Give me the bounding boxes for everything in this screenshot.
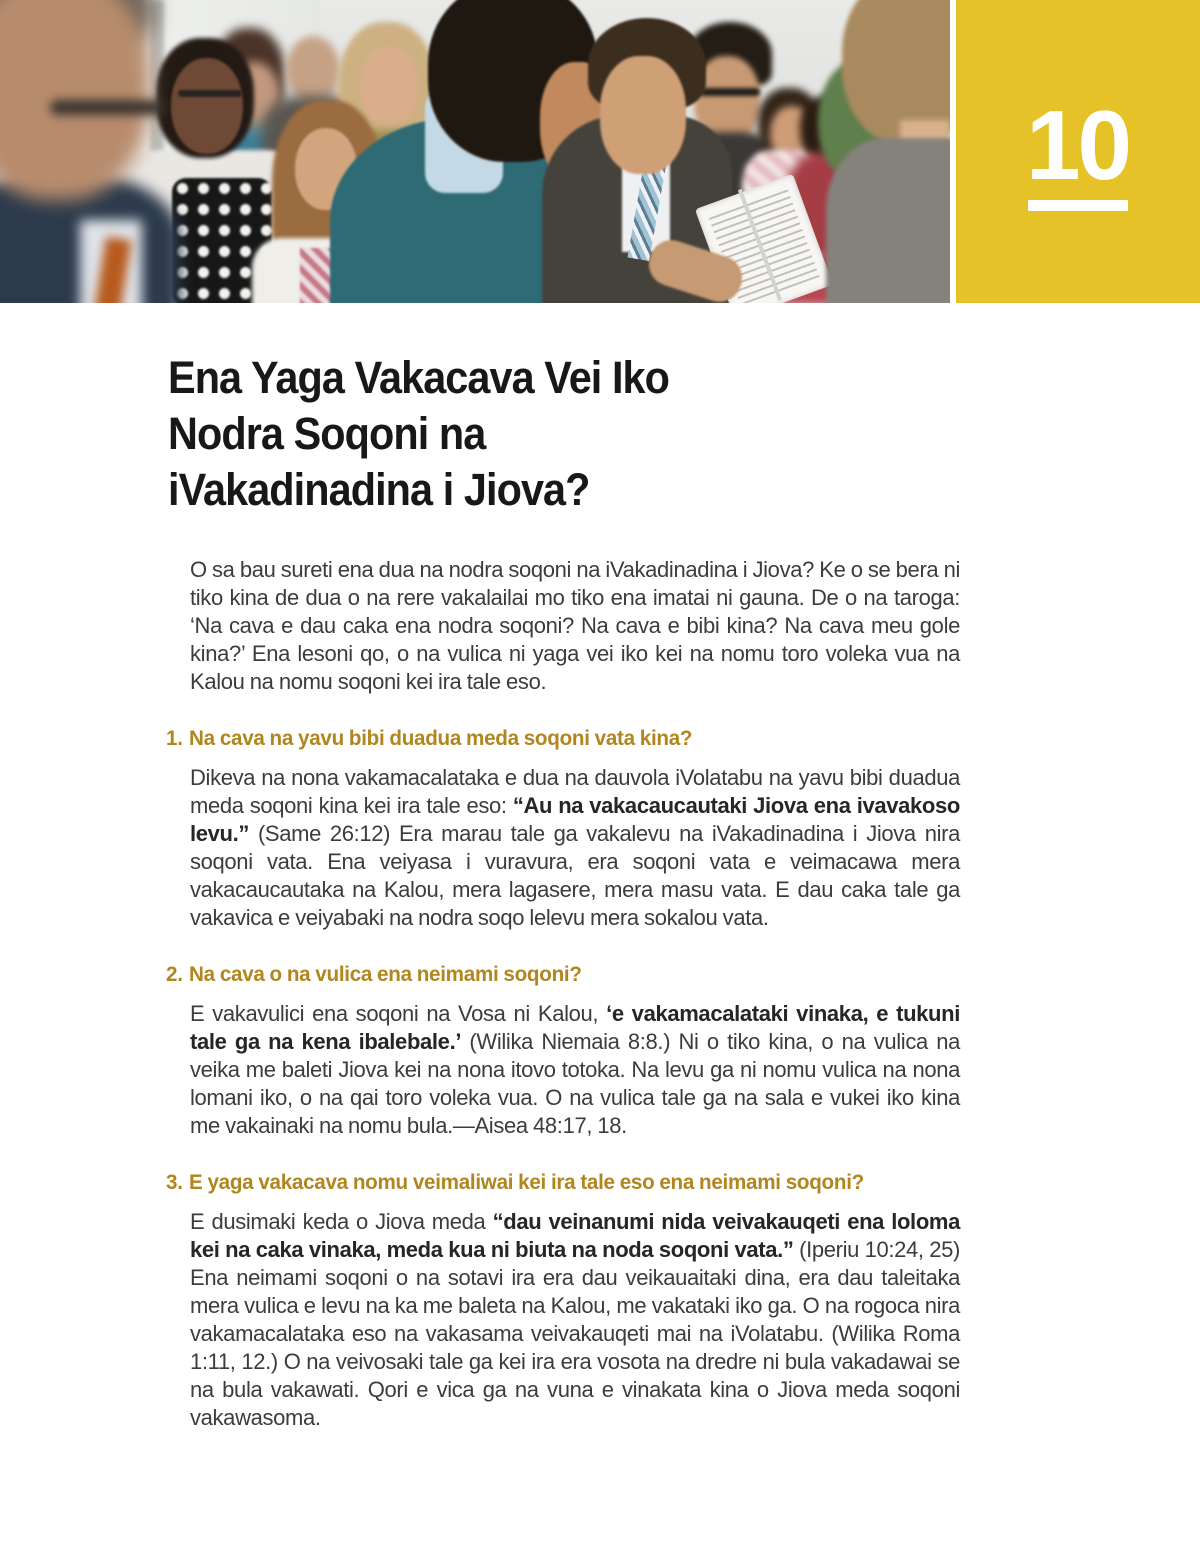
photo-glasses-man-glasses xyxy=(700,88,760,96)
body-text: E dusimaki keda o Jiova meda xyxy=(190,1209,493,1234)
scripture-quote: “dau veinanumi nida veivakauqeti ena loloma kei na caka vinaka, meda kua ni biuta na noda soqoni vata.” xyxy=(190,1209,961,1262)
photo-blonde-woman-face xyxy=(360,46,418,126)
question-number-1: 1. xyxy=(166,726,183,750)
title-line-1: Ena Yaga Vakacava Vei Iko xyxy=(168,352,670,403)
question-heading-3 xyxy=(166,1168,928,1196)
photo-background-man-head xyxy=(286,36,340,104)
hero-photo xyxy=(0,0,950,303)
photo-woman-face xyxy=(171,58,243,154)
body-text: E vakavulici ena soqoni na Vosa ni Kalou, xyxy=(190,1001,607,1026)
question-heading-1 xyxy=(166,724,928,752)
scripture-quote: ‘e vakamacalataki vinaka, e tukuni tale ga na kena ibalebale.’ xyxy=(190,1001,960,1054)
photo-woman-glasses xyxy=(178,90,242,97)
title-line-2: Nodra Soqoni na xyxy=(168,408,486,459)
section-paragraph-2 xyxy=(190,1000,960,1140)
body-text: (Iperiu 10:24, 25) Ena neimami soqoni o na sotavi ira era dau veikauaitaki dina, era dau taleitaka mera vulica e levu na ka me baleta na Kalou, me vakataki iko ga. O na rogoca nira vakamacalataka eso na vakasama veivakauqeti mai na iVolatabu. (Wilika Roma 1:11, 12.) O na veivosaki tale ga kei ira era vosota na dredre ni bula vakadawai se na bula vakawati. Qori e vica ga na vuna e vinakata kina o Jiova meda soqoni vakawasoma. xyxy=(190,1237,961,1430)
body-text: (Wilika Niemaia 8:8.) Ni o tiko kina, o na vulica na veika me baleti Jiova kei na nona itovo totoka. Na levu ga ni nomu vulica na nona lomani iko, o na qai toro voleka vua. O na vulica tale ga na sala e vukei iko kina me vakainaki na nomu bula.—Aisea 48:17, 18. xyxy=(190,1029,960,1138)
question-text-2: Na cava o na vulica ena neimami soqoni? xyxy=(189,962,582,986)
photo-left-man-glasses xyxy=(50,100,165,115)
lesson-number-box xyxy=(956,0,1200,303)
question-heading-2 xyxy=(166,960,928,988)
section-paragraph-1 xyxy=(190,764,960,932)
scripture-quote: “Au na vakacaucautaki Jiova ena ivavakoso levu.” xyxy=(190,793,960,846)
lesson-number-rule xyxy=(1028,200,1128,211)
article-title xyxy=(168,350,669,518)
question-number-3: 3. xyxy=(166,1170,183,1194)
photo-right-man-suit xyxy=(826,138,950,303)
question-number-2: 2. xyxy=(166,962,183,986)
photo-suit-man-face xyxy=(600,56,686,174)
body-text: Dikeva na nona vakamacalataka e dua na dauvola iVolatabu na yavu bibi duadua meda soqoni kina kei ira tale eso: xyxy=(190,765,960,818)
question-text-3: E yaga vakacava nomu veimaliwai kei ira tale eso ena neimami soqoni? xyxy=(189,1170,864,1194)
question-text-1: Na cava na yavu bibi duadua meda soqoni vata kina? xyxy=(189,726,693,750)
intro-paragraph: O sa bau sureti ena dua na nodra soqoni na iVakadinadina i Jiova? Ke o se bera ni tiko kina de dua o na rere vakalailai mo tiko ena imatai ni gauna. De o na taroga: ‘Na cava e dau caka ena nodra soqoni? Na cava e bibi kina? Na cava meu gole kina?’ Ena lesoni qo, o na vulica ni yaga vei iko kei na nomu toro voleka vua na Kalou na nomu soqoni kei ira tale eso. xyxy=(190,557,960,694)
lesson-number: 10 xyxy=(1026,90,1130,200)
title-line-3: iVakadinadina i Jiova? xyxy=(168,464,590,515)
body-text: (Same 26:12) Era marau tale ga vakalevu na iVakadinadina i Jiova nira soqoni vata. Ena veiyasa i vuravura, era soqoni vata e veimacawa mera vakacaucautaka na Kalou, mera lagasere, mera masu vata. E dau caka tale ga vakavica e veiyabaki na nodra soqo lelevu mera sokalou vata. xyxy=(190,821,960,930)
article-body xyxy=(166,556,961,1432)
section-paragraph-3 xyxy=(190,1208,960,1432)
